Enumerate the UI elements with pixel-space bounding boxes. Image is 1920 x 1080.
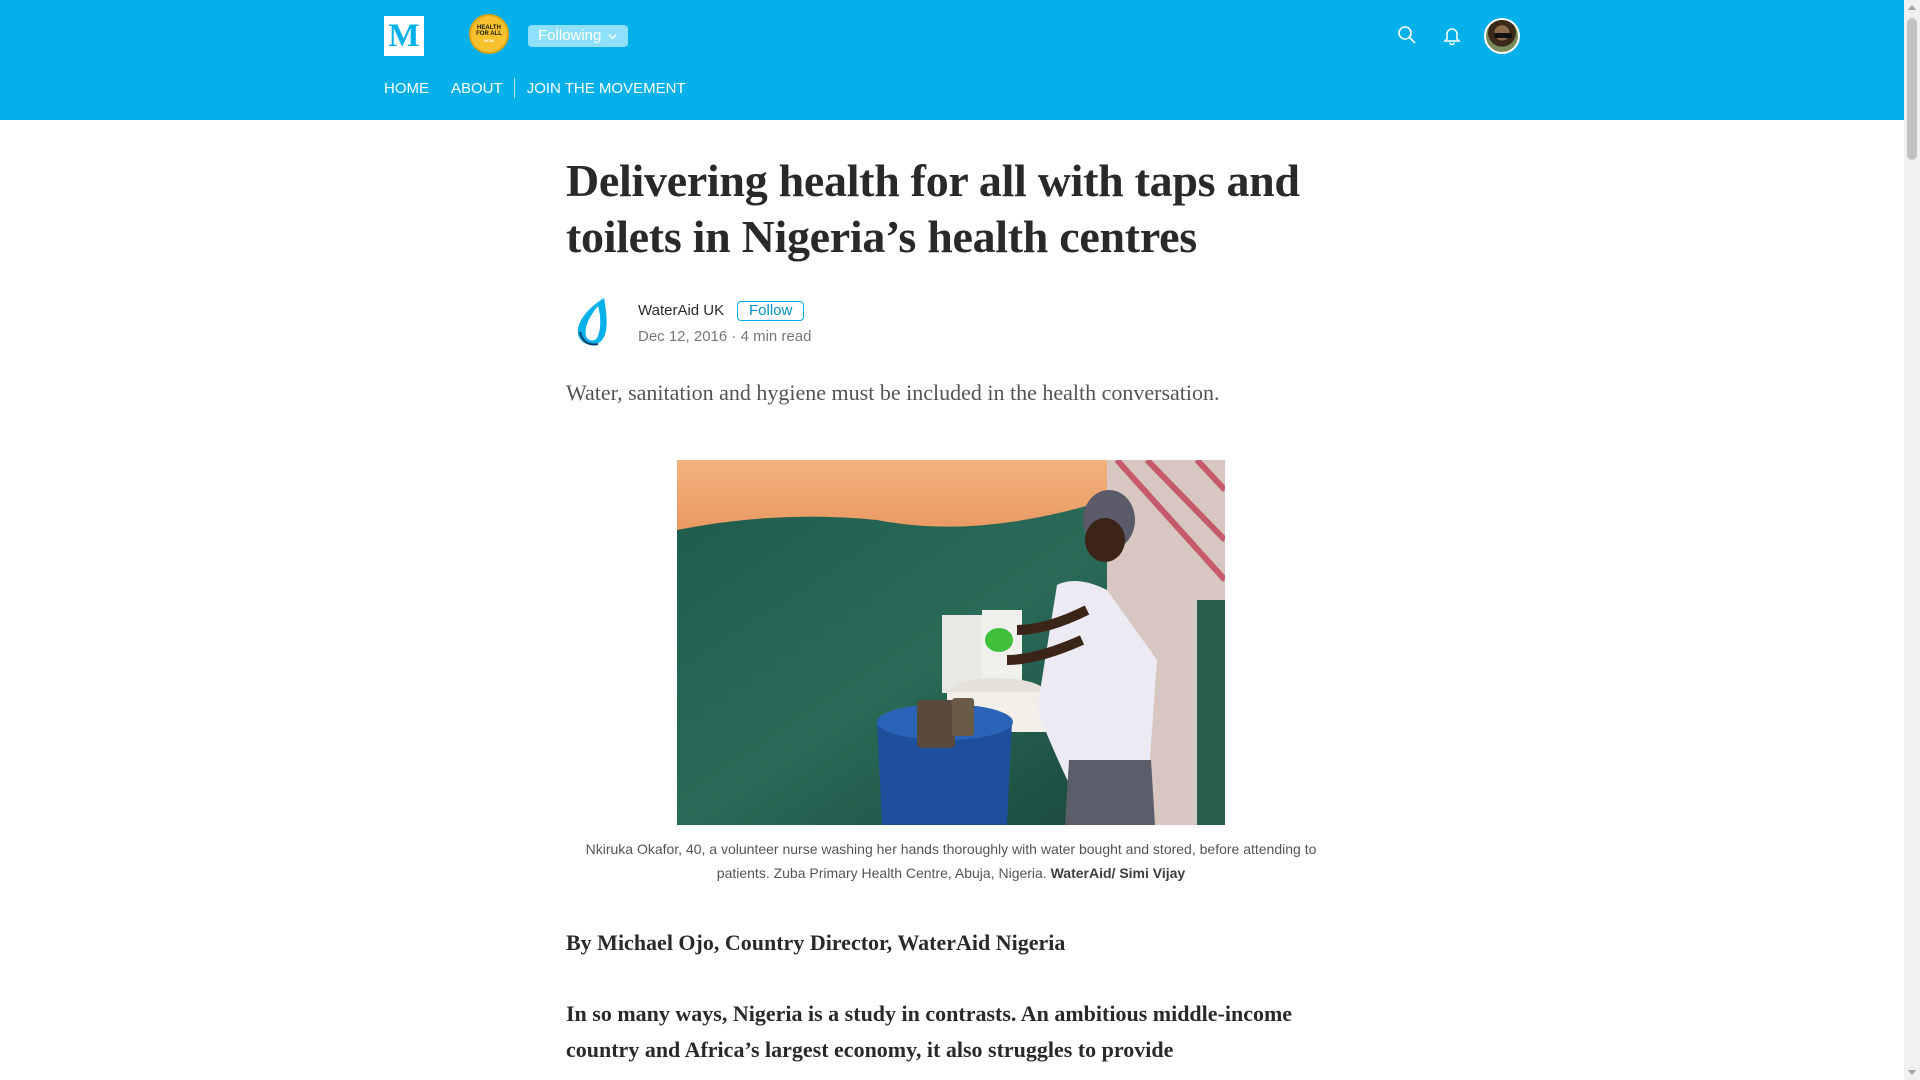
article-title: Delivering health for all with taps and toilets in Nigeria’s health centres [566, 155, 1300, 262]
wateraid-drop-logo[interactable] [568, 296, 618, 350]
photo-caption [566, 837, 1336, 885]
caption-credit: WaterAid/ Simi Vijay [1050, 865, 1186, 881]
scrollbar-thumb[interactable] [1907, 18, 1917, 160]
publication-logo-text: HEALTH FOR ALL [476, 24, 502, 37]
search-icon[interactable] [1396, 24, 1418, 46]
nav-item-home[interactable]: HOME [384, 79, 429, 97]
read-time: 4 min read [740, 328, 812, 345]
nav-divider [514, 78, 515, 98]
publication-logo-tag: NOW [484, 37, 494, 43]
avatar-sunglasses [1494, 33, 1512, 38]
medium-logo[interactable]: M [384, 16, 424, 56]
article-paragraph: In so many ways, Nigeria is a study in contrasts. An ambitious middle-income country and Africa’s largest economy, it also struggles to provide [566, 1001, 1293, 1062]
article-photo[interactable] [677, 460, 1225, 825]
page-scrollbar[interactable] [1904, 0, 1920, 1080]
publish-date: Dec 12, 2016 [638, 328, 728, 345]
publication-header [0, 0, 1904, 120]
article-subtitle: Water, sanitation and hygiene must be included in the health conversation. [566, 380, 1220, 405]
caption-text: Nkiruka Okafor, 40, a volunteer nurse washing her hands thoroughly with water bought and stored, before attending to patients. Zuba Primary Health Centre, Abuja, Nigeria. [585, 841, 1317, 881]
following-label: Following [538, 27, 602, 44]
article-meta [638, 328, 811, 345]
author-name[interactable]: WaterAid UK [638, 302, 725, 319]
scroll-down-arrow-icon[interactable] [1908, 1070, 1916, 1075]
meta-dot: · [731, 328, 741, 345]
nav-item-join-the-movement[interactable]: JOIN THE MOVEMENT [526, 79, 686, 97]
scroll-up-arrow-icon[interactable] [1908, 5, 1916, 10]
publication-nav [384, 78, 686, 98]
nav-item-about[interactable]: ABOUT [451, 79, 503, 97]
chevron-down-icon [607, 31, 618, 42]
follow-button[interactable]: Follow [737, 301, 804, 321]
article-byline: By Michael Ojo, Country Director, WaterAid Nigeria [566, 930, 1066, 955]
user-avatar[interactable] [1484, 18, 1520, 54]
bell-icon[interactable] [1441, 24, 1463, 46]
following-button[interactable] [528, 25, 628, 47]
publication-logo[interactable] [469, 14, 509, 54]
